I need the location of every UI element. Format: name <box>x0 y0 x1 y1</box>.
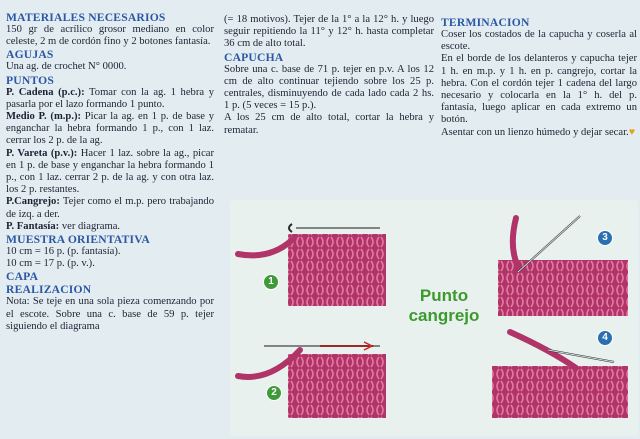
terminacion-paragraph-1: Coser los costados de la capucha y coserla al escote. <box>441 29 637 53</box>
vareta-paragraph <box>6 148 214 197</box>
middle-column <box>224 14 434 137</box>
capa-heading: CAPA <box>6 270 39 284</box>
diagram-title-line-2: cangrejo <box>408 306 480 325</box>
step-1-badge: 1 <box>263 274 279 290</box>
cangrejo-text: Tejer como el m.p. pero trabajando de izq. a der. <box>6 196 214 220</box>
cadena-paragraph <box>6 87 214 111</box>
diagram-title-line-1: Punto <box>419 286 469 305</box>
step-2-badge: 2 <box>266 385 282 401</box>
capucha-heading: CAPUCHA <box>224 50 284 64</box>
step-1-illustration <box>238 224 386 306</box>
medio-term: Medio P. (m.p.): <box>6 111 82 123</box>
continuation-text: (= 18 motivos). Tejer de la 1° a la 12° h. y luego seguir repitiendo la 11° y 12° h. hasta completar 36 cm de alto total. <box>224 14 434 50</box>
realizacion-text: Nota: Se teje en una sola pieza comenzando por el escote. Sobre una c. base de 59 p. tejer siguiendo el diagrama <box>6 296 214 332</box>
step-4-badge: 4 <box>597 330 613 346</box>
heart-icon: ♥ <box>628 126 635 138</box>
fantasia-paragraph <box>6 221 214 233</box>
muestra-line-1: 10 cm = 16 p. (p. fantasía). <box>6 246 121 258</box>
cadena-text: Tomar con la ag. 1 hebra y pasarla por el lazo formando 1 punto. <box>6 86 214 110</box>
materiales-text: 150 gr de acrílico grosor mediano en color celeste, 2 m de cordón fino y 2 botones fantasía. <box>6 24 214 48</box>
capucha-paragraph-1: Sobre una c. base de 71 p. tejer en p.v. A los 12 cm de alto continuar tejiendo sobre los 25 p. centrales, disminuyendo de cada lado cada 2 hs. 1 p. (5 veces = 15 p.). <box>224 63 434 112</box>
cangrejo-term: P.Cangrejo: <box>6 196 60 208</box>
step-2-illustration <box>238 342 386 418</box>
right-column <box>441 16 637 139</box>
medio-paragraph <box>6 111 214 148</box>
step-3-badge: 3 <box>597 230 613 246</box>
cangrejo-paragraph <box>6 196 214 220</box>
punto-cangrejo-diagram <box>230 200 638 436</box>
left-column <box>6 11 214 333</box>
muestra-line-2: 10 cm = 17 p. (p. v.). <box>6 258 95 270</box>
vareta-term: P. Vareta (p.v.): <box>6 147 78 159</box>
fantasia-text: ver diagrama. <box>59 220 121 232</box>
capucha-paragraph-2: A los 25 cm de alto total, cortar la hebra y rematar. <box>224 112 434 136</box>
terminacion-text-3: Asentar con un lienzo húmedo y dejar secar. <box>441 126 629 138</box>
agujas-text: Una ag. de crochet N° 0000. <box>6 61 127 73</box>
terminacion-paragraph-2: En el borde de los delanteros y capucha tejer 1 h. en m.p. y 1 h. en p. cangrejo, cortar la hebra. Con el cordón tejer 1 cadena del largo necesario y colocarla en la 1° h. del p. fantasía, luego aplicar en cada extremo un botón. <box>441 53 637 126</box>
diagram-title <box>398 286 490 326</box>
medio-text: Picar la ag. en 1 p. de base y enganchar la hebra formando 1 p., con 1 laz. cerrar los 2 p. de la ag. <box>6 111 214 147</box>
muestra-heading: MUESTRA ORIENTATIVA <box>6 233 150 247</box>
materiales-heading: MATERIALES NECESARIOS <box>6 11 166 24</box>
terminacion-heading: TERMINACION <box>441 16 530 29</box>
fantasia-term: P. Fantasía: <box>6 220 60 232</box>
terminacion-paragraph-3 <box>441 127 637 139</box>
puntos-heading: PUNTOS <box>6 73 55 87</box>
realizacion-heading: REALIZACION <box>6 283 92 297</box>
agujas-heading: AGUJAS <box>6 48 54 62</box>
vareta-text: Hacer 1 laz. sobre la ag., picar en 1 p. de base y enganchar la hebra formando 1 p., con 1 laz. cerrar 2 p. de la ag. y con otra laz. los 2 p. restantes. <box>6 147 214 196</box>
cadena-term: P. Cadena (p.c.): <box>6 86 85 98</box>
